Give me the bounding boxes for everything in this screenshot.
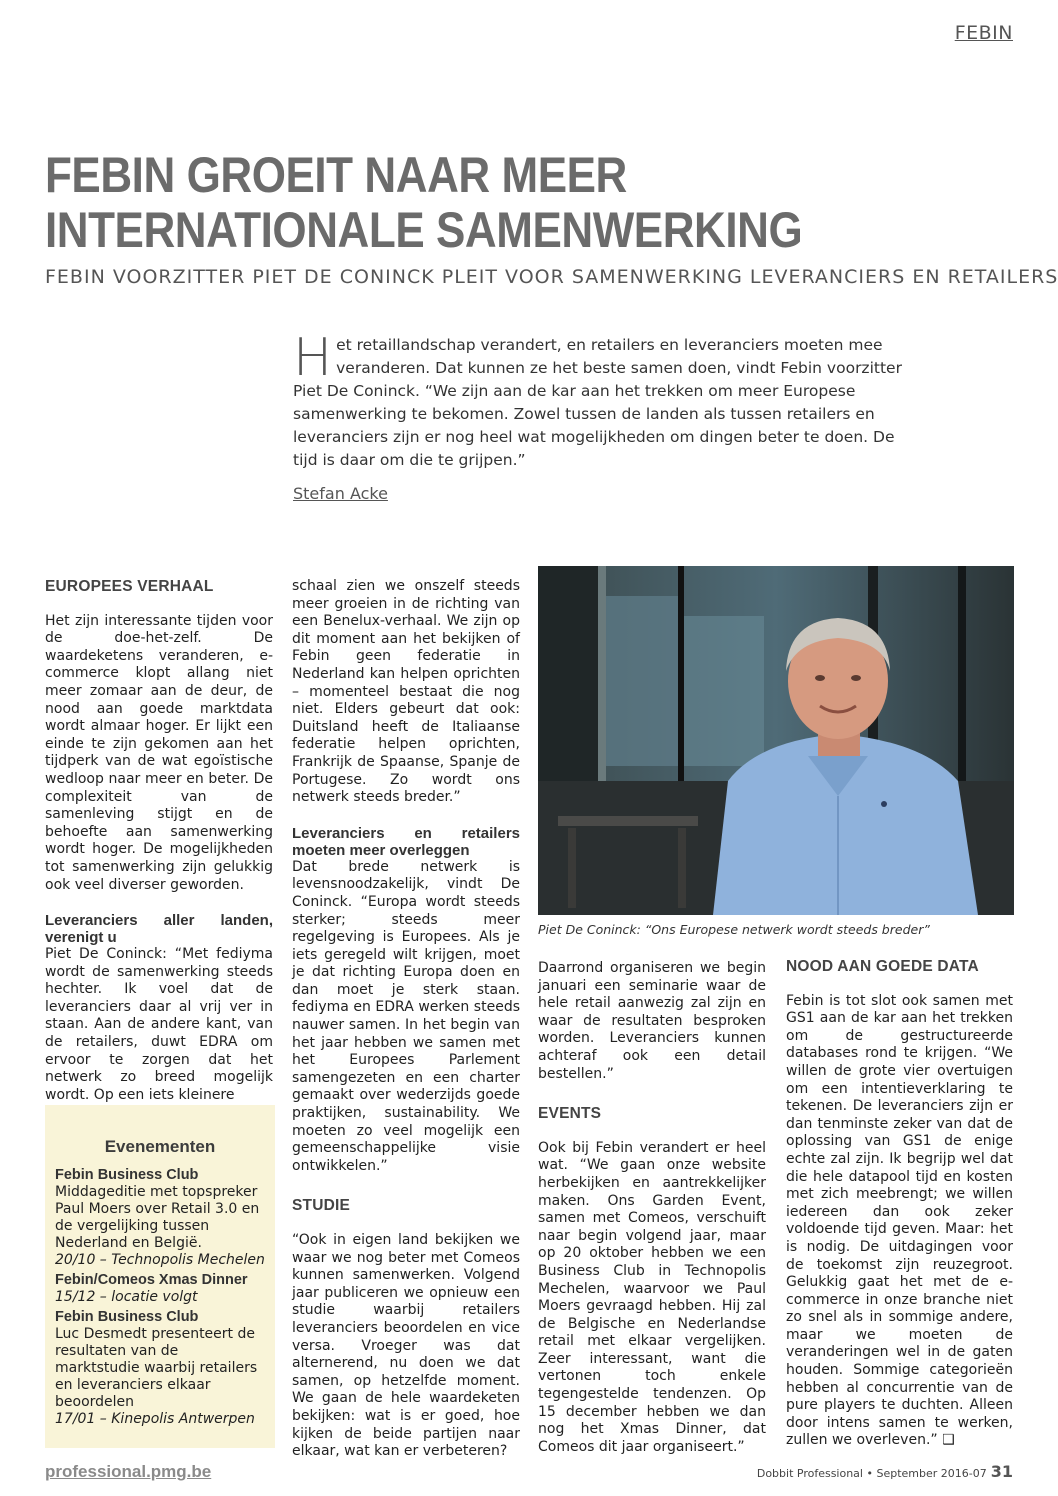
headline-line-2: INTERNATIONALE SAMENWERKING	[45, 202, 803, 258]
event-item	[55, 1309, 267, 1428]
body-paragraph: Piet De Coninck: “Met fediyma wordt de samenwerking steeds hechter. Ik voel dat de leveranciers daar al vrij ver in staan. Aan de andere kant, van de retailers, duwt EDRA om ervoor te zorgen dat het netwerk zo breed mogelijk wordt. Op een iets kleinere	[45, 946, 273, 1103]
events-sidebar-box	[45, 1105, 275, 1448]
subheading: Leveranciers aller landen, verenigt u	[45, 912, 273, 947]
body-paragraph	[786, 993, 1013, 1450]
body-paragraph: “Ook in eigen land bekijken we waar we nog beter met Comeos kunnen samenwerken. Volgend jaar publiceren we opnieuw een studie waarbij retailers leveranciers beoordelen en vice versa. Vroeger was dat alternerend, nu doen we dat samen, op hetzelfde moment. We gaan de hele waardeketen bekijken: wat is er goed, hoe kijken de beide partijen naar elkaar, wat kan er verbeteren?	[292, 1232, 520, 1460]
section-heading: EVENTS	[538, 1105, 602, 1123]
event-item	[55, 1272, 267, 1306]
lead-text: et retaillandschap verandert, en retailers en leveranciers moeten mee veranderen. Dat kunnen ze het beste samen doen, vindt Febin voorzitter Piet De Coninck. “We zijn aan de kar aan het trekken om meer Europese samenwerking te bekomen. Zowel tussen de landen als tussen retailers en leveranciers zijn er nog heel wat mogelijkheden om dingen beter te doen. De tijd is daar om die te grijpen.”	[293, 336, 902, 469]
issue-label: Dobbit Professional • September 2016-07	[756, 1467, 987, 1480]
event-description: Middageditie met topspreker Paul Moers over Retail 3.0 en de vergelijking tussen Nederland en België.	[55, 1184, 260, 1251]
event-date: 20/10 – Technopolis Mechelen	[55, 1252, 265, 1268]
column-2	[292, 578, 520, 1461]
headline	[45, 148, 890, 258]
body-text: Febin is tot slot ook samen met GS1 aan de kar aan het trekken om de gestructureerde databases rond te krijgen. “We willen de grote vier overtuigen om een intentieverklaring te tekenen. De leveranciers zijn er dan tenminste zeker van dat de oplossing van GS1 de enige echte zal zijn. Ik begrijp wel dat die hele datapool tijd en kosten met zich meebrengt; we willen iedereen dan ook zeker voldoende tijd geven. Maar: het is nodig. De uitdagingen voor de toekomst zijn reuzegroot. Gelukkig gaat het met de e-commerce in onze branche niet zo snel als in sommige andere, maar we moeten de veranderingen wel in de gaten houden. Sommige categorieën hebben al concurrentie van de pure players te duchten. Alleen door intens samen te werken, zullen we overleven.”	[786, 992, 1013, 1449]
body-paragraph: schaal zien we onszelf steeds meer groeien in de richting van een Benelux-verhaal. We zijn op dit moment aan het bekijken of Febin geen federatie in Nederland kan helpen oprichten – momenteel bestaat die nog niet. Elders gebeurt dat ook: Duitsland heeft de Italiaanse federatie helpen oprichten, Frankrijk de Spaanse, Spanje de Portugese. Zo wordt ons netwerk steeds breder.”	[292, 578, 520, 806]
column-4	[786, 958, 1013, 1450]
headline-line-1: FEBIN GROEIT NAAR MEER	[45, 147, 627, 203]
event-date: 15/12 – locatie volgt	[55, 1289, 198, 1305]
event-name: Febin/Comeos Xmas Dinner	[55, 1272, 248, 1288]
subheading: Leveranciers en retailers moeten meer overleggen	[292, 824, 520, 859]
subtitle: FEBIN VOORZITTER PIET DE CONINCK PLEIT VOOR SAMENWERKING LEVERANCIERS EN RETAILERS	[45, 266, 1058, 288]
body-paragraph: Dat brede netwerk is levensnoodzakelijk, vindt De Coninck. “Europa wordt steeds sterker; steeds meer regelgeving is Europees. Als je iets geregeld wilt krijgen, moet je dat richting Europa doen en dan moet je sterk staan. fediyma en EDRA werken steeds nauwer samen. In het begin van het jaar hebben we samen met het Europees Parlement samengezeten en een charter gemaakt over wederzijds goede praktijken, sustainability. We moeten zo veel mogelijk een gemeenschappelijke visie ontwikkelen.”	[292, 858, 520, 1174]
author-byline[interactable]: Stefan Acke	[293, 484, 388, 503]
body-paragraph: Daarrond organiseren we begin januari een seminarie waar de hele retail aanwezig zal zijn en waar de resultaten besproken worden. Leveranciers kunnen achteraf ook een detail bestellen.”	[538, 960, 766, 1082]
footer-issue-info	[757, 1462, 1013, 1481]
lead-paragraph	[293, 328, 913, 472]
page-number: 31	[990, 1462, 1013, 1481]
website-link[interactable]: professional.pmg.be	[45, 1462, 212, 1481]
section-heading: EUROPEES VERHAAL	[45, 578, 214, 595]
body-paragraph: Ook bij Febin verandert er heel wat. “We gaan onze website herbekijken en aantrekkelijker maken. Ons Garden Event, samen met Comeos, verschuift naar begin volgend jaar, maar op 20 oktober hebben we een Business Club in Technopolis Mechelen, waarvoor we Paul Moers gevraagd hebben. Hij zal de Belgische en Nederlandse retail met elkaar vergelijken. Zeer interessant, want die vertonen toch enkele tegengestelde tendenzen. Op 15 december hebben we dan nog het Xmas Dinner, dat Comeos dit jaar organiseert.”	[538, 1139, 766, 1455]
portrait-illustration	[538, 566, 1014, 915]
end-mark-icon: ❑	[942, 1432, 955, 1449]
column-3	[538, 960, 766, 1456]
event-name: Febin Business Club	[55, 1309, 199, 1325]
column-1	[45, 578, 273, 1104]
portrait-photo	[538, 566, 1014, 915]
event-description: Luc Desmedt presenteert de resultaten van de marktstudie waarbij retailers en leveranciers elkaar beoordelen	[55, 1326, 258, 1410]
drop-cap: H	[293, 328, 333, 388]
events-box-title: Evenementen	[104, 1137, 216, 1156]
body-paragraph: Het zijn interessante tijden voor de doe-het-zelf. De waardeketens veranderen, e-commerce klopt allang niet meer zomaar aan de deur, de nood aan goede marktdata wordt almaar hoger. Er lijkt een einde te zijn gekomen aan het tijdperk van de wat egoïstische wedloop naar meer en beter. De complexiteit van de samenleving stijgt en de behoefte aan samenwerking wordt hoger. De mogelijkheden tot samenwerking zijn gelukkig ook veel diverser geworden.	[45, 612, 273, 893]
event-item	[55, 1167, 267, 1269]
event-name: Febin Business Club	[55, 1167, 199, 1183]
photo-caption: Piet De Coninck: “Ons Europese netwerk wordt steeds breder”	[538, 922, 930, 937]
section-tag: FEBIN	[954, 22, 1013, 44]
section-heading: NOOD AAN GOEDE DATA	[786, 958, 979, 975]
event-date: 17/01 – Kinepolis Antwerpen	[55, 1411, 255, 1427]
section-heading: STUDIE	[292, 1197, 351, 1215]
